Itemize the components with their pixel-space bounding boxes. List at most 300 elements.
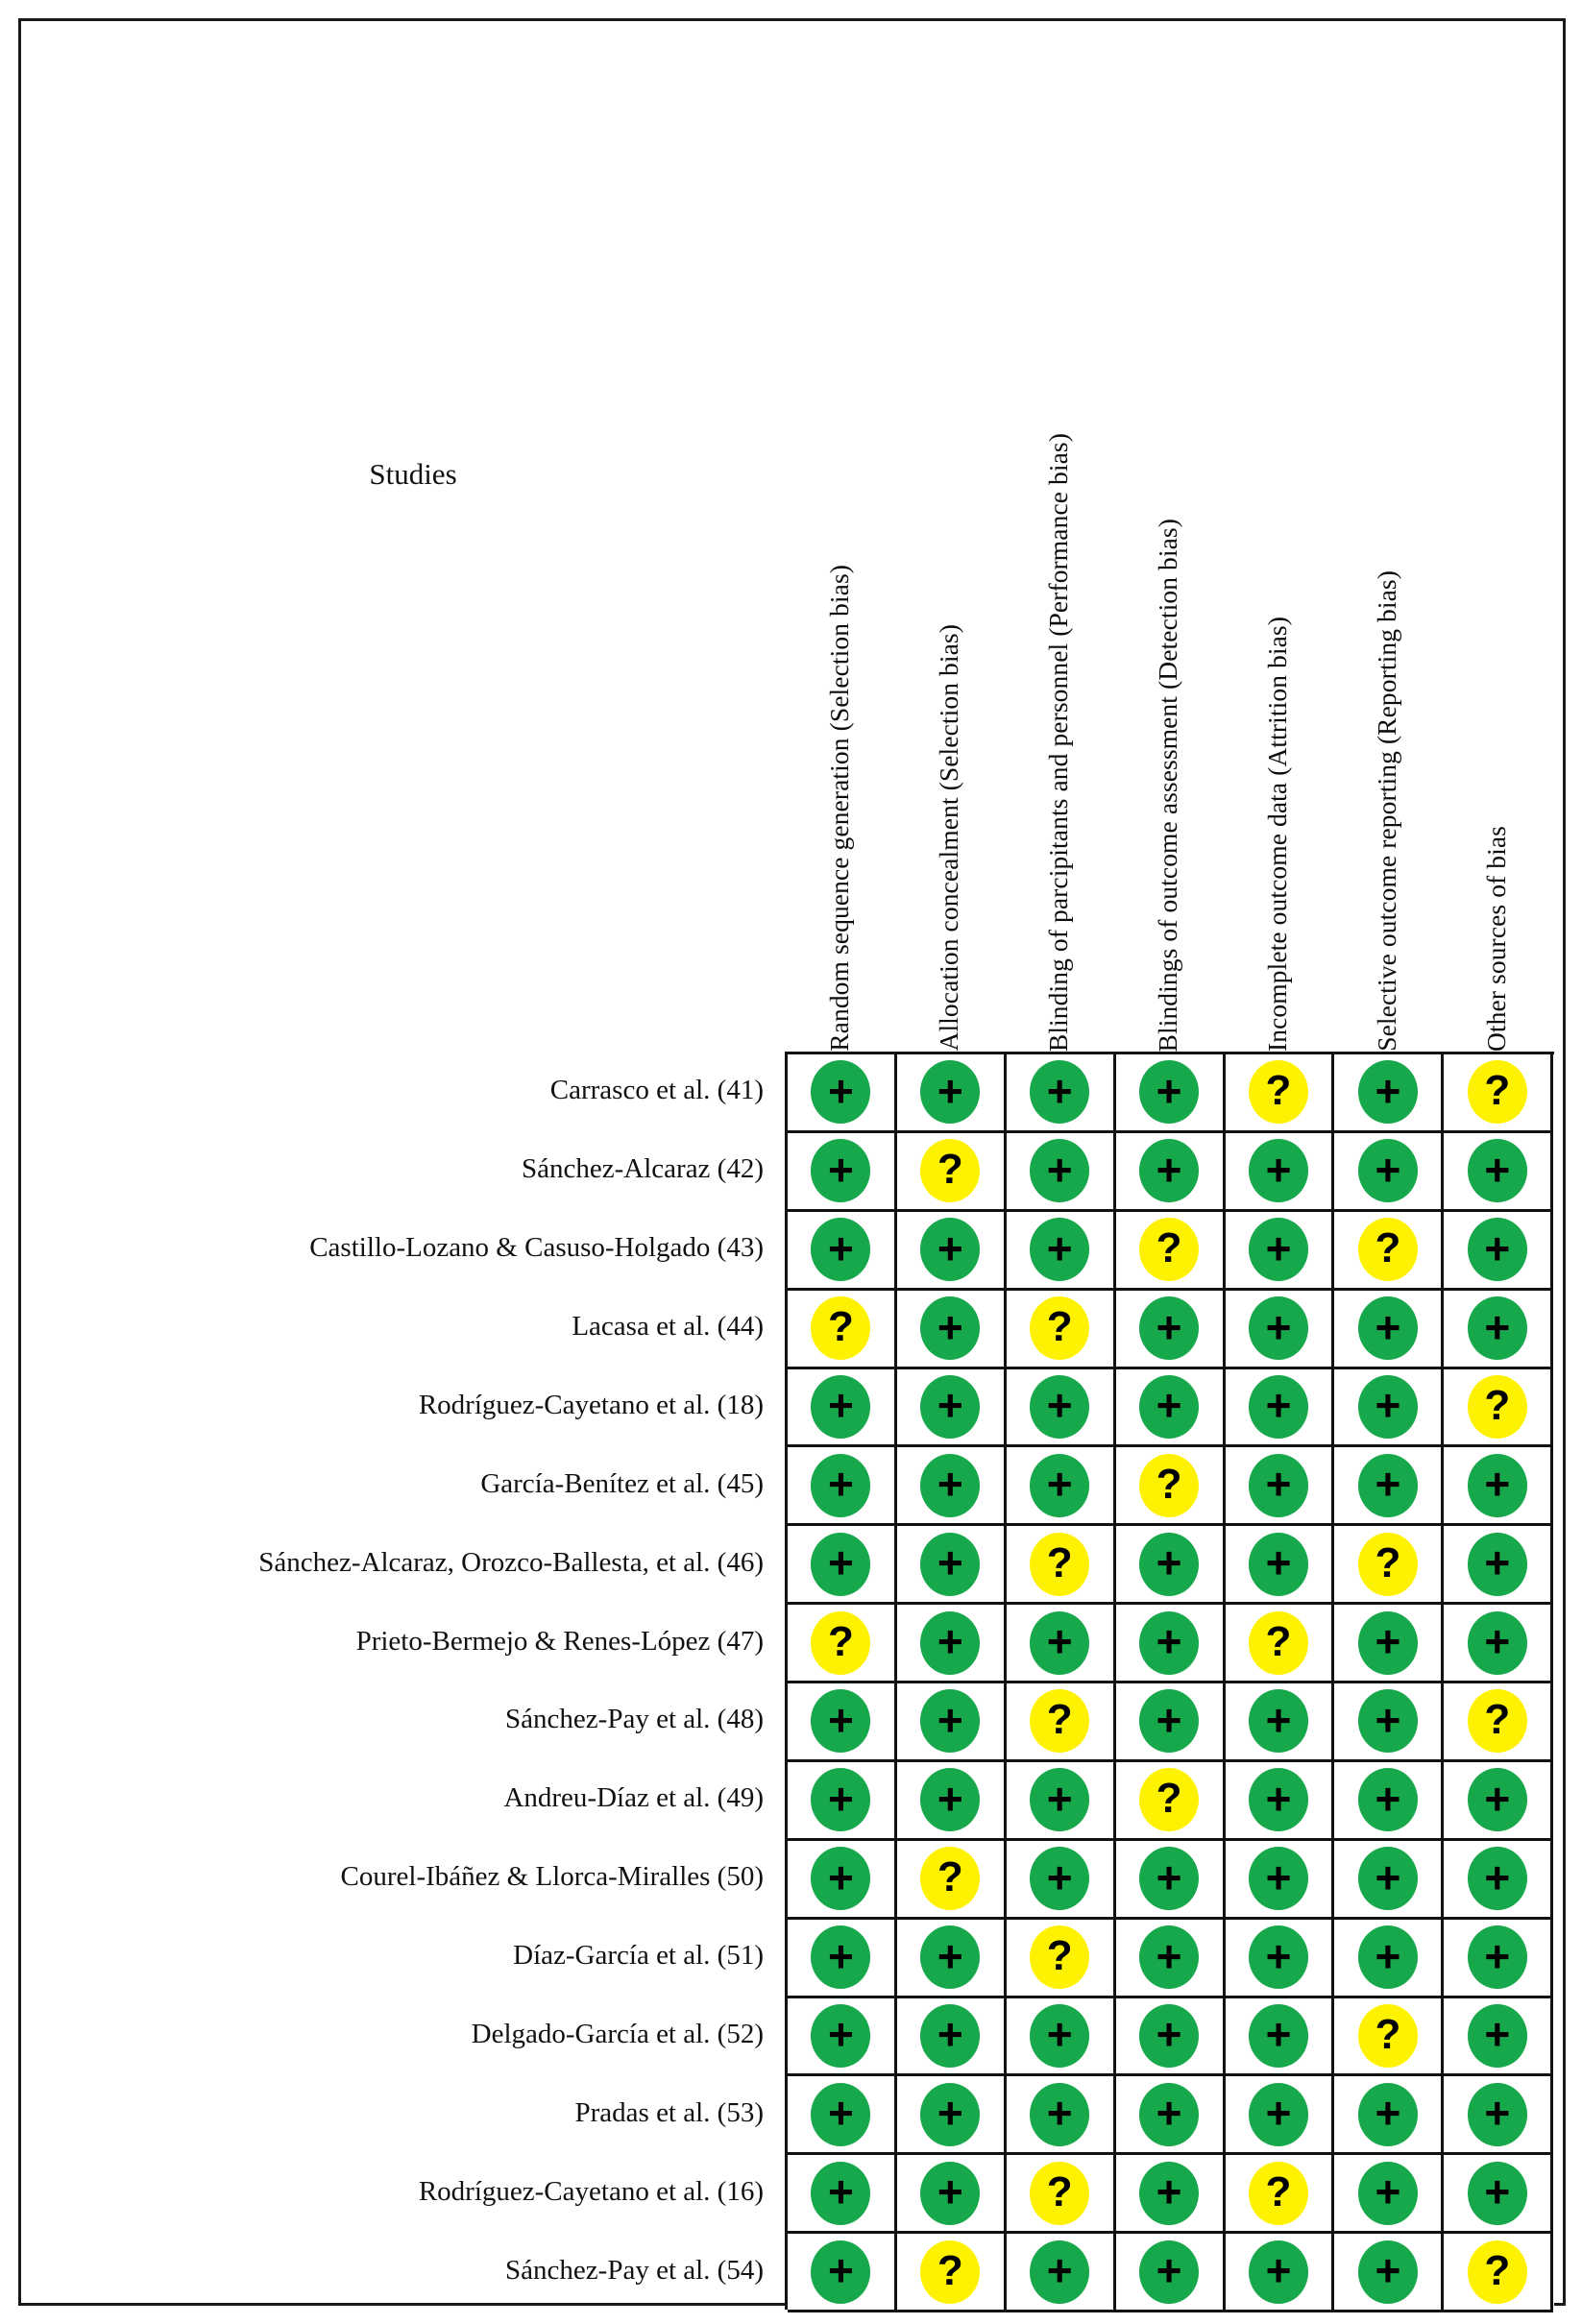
judgement-glyph: ?	[1046, 2167, 1073, 2215]
judgement-glyph: +	[828, 1694, 854, 1745]
judgement-cell	[1116, 1526, 1226, 1605]
judgement-glyph: +	[1484, 2088, 1511, 2139]
low-risk-icon	[1030, 1768, 1089, 1831]
judgement-grid	[785, 1052, 1554, 2310]
judgement-cell	[1334, 2155, 1444, 2234]
judgement-glyph: +	[1156, 1852, 1182, 1902]
judgement-glyph: +	[828, 2088, 854, 2139]
judgement-cell	[897, 1526, 1007, 1605]
column-header-5	[1223, 91, 1332, 1052]
low-risk-icon	[1139, 2162, 1199, 2225]
judgement-glyph: +	[1265, 2088, 1292, 2139]
judgement-cell	[1444, 1920, 1553, 1998]
studies-caption: Studies	[369, 457, 457, 491]
judgement-cell	[897, 1447, 1007, 1526]
judgement-cell	[1444, 1526, 1553, 1605]
low-risk-icon	[1468, 1139, 1527, 1202]
judgement-glyph: +	[1046, 1380, 1073, 1431]
judgement-cell	[1007, 2076, 1116, 2155]
judgement-glyph: ?	[1375, 2010, 1401, 2058]
judgement-cell	[788, 1291, 897, 1369]
low-risk-icon	[1249, 1847, 1308, 1910]
judgement-glyph: +	[1484, 1616, 1511, 1667]
low-risk-icon	[1468, 1296, 1527, 1360]
judgement-glyph: +	[1375, 1852, 1401, 1902]
table-row	[788, 1291, 1554, 1369]
judgement-cell	[1444, 1133, 1553, 1212]
low-risk-icon	[1030, 2004, 1089, 2068]
study-label: Prieto-Bermejo & Renes-López (47)	[355, 1625, 764, 1657]
judgement-glyph: +	[1156, 1694, 1182, 1745]
low-risk-icon	[1249, 1533, 1308, 1596]
judgement-glyph: +	[1375, 1694, 1401, 1745]
judgement-cell	[1116, 1841, 1226, 1920]
judgement-cell	[1226, 1369, 1335, 1448]
unclear-risk-icon	[1139, 1768, 1199, 1831]
judgement-glyph: +	[1375, 1065, 1401, 1116]
study-label: Rodríguez-Cayetano et al. (16)	[418, 2175, 764, 2207]
judgement-cell	[897, 1920, 1007, 1998]
judgement-cell	[1007, 1762, 1116, 1841]
low-risk-icon	[1139, 1060, 1199, 1124]
table-row	[788, 1212, 1554, 1291]
judgement-cell	[897, 2234, 1007, 2312]
judgement-cell	[1444, 1998, 1553, 2077]
judgement-cell	[1007, 1920, 1116, 1998]
low-risk-icon	[920, 1375, 980, 1439]
low-risk-icon	[920, 1296, 980, 1360]
column-header-4	[1113, 91, 1223, 1052]
judgement-glyph: +	[937, 1223, 963, 1273]
judgement-cell	[897, 2155, 1007, 2234]
judgement-cell	[1226, 1683, 1335, 1762]
low-risk-icon	[920, 1218, 980, 1281]
judgement-glyph: ?	[1265, 1617, 1292, 1665]
low-risk-icon	[1030, 1218, 1089, 1281]
table-row	[788, 1605, 1554, 1683]
low-risk-icon	[920, 2162, 980, 2225]
unclear-risk-icon	[1358, 1533, 1418, 1596]
judgement-glyph: +	[1046, 1616, 1073, 1667]
judgement-glyph: +	[937, 1773, 963, 1824]
low-risk-icon	[1358, 1454, 1418, 1517]
judgement-cell	[897, 1054, 1007, 1133]
judgement-cell	[1007, 1683, 1116, 1762]
low-risk-icon	[920, 1611, 980, 1675]
judgement-glyph: +	[828, 2009, 854, 2060]
judgement-cell	[897, 2076, 1007, 2155]
table-row	[788, 2234, 1554, 2312]
judgement-glyph: +	[828, 1223, 854, 1273]
low-risk-icon	[1468, 1218, 1527, 1281]
judgement-cell	[788, 1133, 897, 1212]
low-risk-icon	[1468, 1454, 1527, 1517]
judgement-cell	[897, 1369, 1007, 1448]
study-label-column	[29, 1052, 783, 2310]
judgement-glyph: +	[1156, 1616, 1182, 1667]
unclear-risk-icon	[811, 1611, 870, 1675]
judgement-cell	[1334, 1369, 1444, 1448]
low-risk-icon	[1358, 1139, 1418, 1202]
judgement-glyph: +	[1375, 1616, 1401, 1667]
judgement-cell	[1334, 2234, 1444, 2312]
low-risk-icon	[920, 1768, 980, 1831]
judgement-glyph: ?	[1046, 1303, 1073, 1351]
judgement-glyph: ?	[1046, 1538, 1073, 1586]
unclear-risk-icon	[1358, 1218, 1418, 1281]
low-risk-icon	[811, 2004, 870, 2068]
judgement-glyph: +	[1156, 1380, 1182, 1431]
judgement-glyph: +	[1484, 2167, 1511, 2217]
judgement-cell	[788, 1369, 897, 1448]
judgement-cell	[1444, 1841, 1553, 1920]
judgement-glyph: +	[1046, 2088, 1073, 2139]
low-risk-icon	[1139, 1139, 1199, 1202]
low-risk-icon	[1249, 1375, 1308, 1439]
judgement-cell	[788, 1920, 897, 1998]
judgement-cell	[1116, 1369, 1226, 1448]
low-risk-icon	[1139, 1296, 1199, 1360]
judgement-glyph: +	[1046, 2245, 1073, 2296]
table-row	[788, 1133, 1554, 1212]
unclear-risk-icon	[1358, 2004, 1418, 2068]
low-risk-icon	[1358, 1925, 1418, 1989]
study-label: Sánchez-Pay et al. (54)	[505, 2254, 764, 2286]
table-row	[788, 1369, 1554, 1448]
judgement-glyph: ?	[1156, 1460, 1182, 1508]
low-risk-icon	[811, 1847, 870, 1910]
low-risk-icon	[1139, 2240, 1199, 2304]
judgement-cell	[1116, 1605, 1226, 1683]
judgement-cell	[897, 1133, 1007, 1212]
unclear-risk-icon	[1468, 1375, 1527, 1439]
table-row	[788, 1841, 1554, 1920]
judgement-glyph: ?	[827, 1303, 854, 1351]
judgement-cell	[1007, 2155, 1116, 2234]
judgement-glyph: +	[1046, 2009, 1073, 2060]
low-risk-icon	[1468, 2083, 1527, 2146]
table-row	[788, 1920, 1554, 1998]
judgement-glyph: +	[1046, 1773, 1073, 1824]
judgement-cell	[1334, 1526, 1444, 1605]
column-header-label: Random sequence generation (Selection bias)	[824, 565, 855, 1052]
judgement-cell	[1116, 1447, 1226, 1526]
judgement-glyph: +	[1265, 1537, 1292, 1588]
judgement-cell	[788, 2076, 897, 2155]
judgement-cell	[1007, 1841, 1116, 1920]
column-header-1	[785, 91, 894, 1052]
low-risk-icon	[1358, 2162, 1418, 2225]
judgement-cell	[1226, 2155, 1335, 2234]
judgement-cell	[788, 1605, 897, 1683]
judgement-glyph: +	[1046, 1459, 1073, 1510]
low-risk-icon	[1249, 1925, 1308, 1989]
judgement-glyph: +	[1156, 2009, 1182, 2060]
judgement-glyph: +	[828, 1773, 854, 1824]
judgement-glyph: +	[937, 1694, 963, 1745]
judgement-glyph: ?	[1265, 1067, 1292, 1115]
judgement-cell	[1334, 1605, 1444, 1683]
judgement-cell	[1444, 1054, 1553, 1133]
judgement-glyph: +	[1375, 1380, 1401, 1431]
study-label: Carrasco et al. (41)	[549, 1075, 764, 1106]
judgement-cell	[1334, 1762, 1444, 1841]
judgement-cell	[1226, 1762, 1335, 1841]
low-risk-icon	[1468, 1611, 1527, 1675]
judgement-cell	[1444, 1762, 1553, 1841]
low-risk-icon	[1139, 1611, 1199, 1675]
judgement-cell	[788, 1054, 897, 1133]
low-risk-icon	[1249, 1139, 1308, 1202]
low-risk-icon	[1249, 2083, 1308, 2146]
low-risk-icon	[1139, 1375, 1199, 1439]
judgement-cell	[1334, 1054, 1444, 1133]
low-risk-icon	[1468, 1768, 1527, 1831]
low-risk-icon	[1139, 1847, 1199, 1910]
low-risk-icon	[1139, 2083, 1199, 2146]
low-risk-icon	[1468, 2004, 1527, 2068]
unclear-risk-icon	[1468, 2240, 1527, 2304]
low-risk-icon	[920, 1689, 980, 1753]
judgement-cell	[1116, 1762, 1226, 1841]
low-risk-icon	[811, 2240, 870, 2304]
column-header-6	[1332, 91, 1442, 1052]
low-risk-icon	[1249, 1454, 1308, 1517]
judgement-cell	[788, 1998, 897, 2077]
judgement-glyph: +	[1484, 2009, 1511, 2060]
column-header-group	[785, 58, 1554, 1052]
unclear-risk-icon	[1468, 1060, 1527, 1124]
judgement-glyph: +	[828, 1459, 854, 1510]
low-risk-icon	[811, 1454, 870, 1517]
judgement-glyph: ?	[1484, 1067, 1511, 1115]
judgement-cell	[1444, 1212, 1553, 1291]
judgement-glyph: +	[1265, 2009, 1292, 2060]
judgement-glyph: ?	[1375, 1538, 1401, 1586]
judgement-cell	[897, 1841, 1007, 1920]
judgement-cell	[1334, 1841, 1444, 1920]
judgement-cell	[1116, 1998, 1226, 2077]
low-risk-icon	[1358, 1296, 1418, 1360]
column-header-label: Blindings of outcome assessment (Detection bias)	[1152, 518, 1182, 1052]
low-risk-icon	[811, 1218, 870, 1281]
low-risk-icon	[811, 1375, 870, 1439]
table-row	[788, 1054, 1554, 1133]
unclear-risk-icon	[920, 2240, 980, 2304]
study-label: Pradas et al. (53)	[574, 2096, 764, 2128]
judgement-glyph: +	[1484, 1537, 1511, 1588]
judgement-glyph: +	[937, 1537, 963, 1588]
judgement-cell	[1444, 2155, 1553, 2234]
low-risk-icon	[1030, 1847, 1089, 1910]
study-label: García-Benítez et al. (45)	[480, 1467, 764, 1499]
judgement-cell	[897, 1291, 1007, 1369]
unclear-risk-icon	[920, 1847, 980, 1910]
judgement-glyph: +	[1375, 2245, 1401, 2296]
judgement-glyph: +	[1375, 1301, 1401, 1352]
study-label: Sánchez-Alcaraz (42)	[522, 1153, 764, 1185]
column-header-3	[1004, 91, 1113, 1052]
judgement-glyph: ?	[1156, 1775, 1182, 1823]
judgement-glyph: +	[937, 1301, 963, 1352]
judgement-glyph: ?	[1484, 1381, 1511, 1429]
low-risk-icon	[811, 1925, 870, 1989]
judgement-cell	[788, 2234, 897, 2312]
table-row	[788, 1998, 1554, 2077]
judgement-glyph: +	[937, 1380, 963, 1431]
judgement-glyph: +	[1156, 1537, 1182, 1588]
judgement-glyph: +	[1265, 1459, 1292, 1510]
judgement-cell	[1334, 1133, 1444, 1212]
judgement-glyph: +	[1046, 1144, 1073, 1195]
judgement-glyph: ?	[937, 1146, 963, 1194]
judgement-glyph: ?	[1046, 1696, 1073, 1744]
study-label: Sánchez-Pay et al. (48)	[505, 1704, 764, 1735]
low-risk-icon	[920, 1925, 980, 1989]
judgement-glyph: +	[828, 1537, 854, 1588]
unclear-risk-icon	[1249, 1060, 1308, 1124]
judgement-glyph: +	[1484, 1301, 1511, 1352]
low-risk-icon	[1358, 1060, 1418, 1124]
judgement-glyph: +	[1265, 1930, 1292, 1981]
unclear-risk-icon	[920, 1139, 980, 1202]
judgement-cell	[1007, 1133, 1116, 1212]
judgement-glyph: +	[1484, 1852, 1511, 1902]
low-risk-icon	[1030, 1611, 1089, 1675]
column-header-label: Blinding of parcipitants and personnel (Performance bias)	[1043, 432, 1074, 1052]
study-label: Díaz-García et al. (51)	[513, 1940, 764, 1972]
study-label: Andreu-Díaz et al. (49)	[503, 1782, 764, 1814]
low-risk-icon	[1358, 1768, 1418, 1831]
study-label: Lacasa et al. (44)	[572, 1311, 764, 1343]
judgement-cell	[1334, 1998, 1444, 2077]
low-risk-icon	[920, 2083, 980, 2146]
low-risk-icon	[811, 1689, 870, 1753]
judgement-cell	[1444, 1605, 1553, 1683]
judgement-glyph: +	[937, 1616, 963, 1667]
judgement-cell	[1007, 2234, 1116, 2312]
unclear-risk-icon	[1030, 1925, 1089, 1989]
judgement-cell	[1116, 1683, 1226, 1762]
judgement-cell	[788, 1212, 897, 1291]
judgement-cell	[788, 1841, 897, 1920]
judgement-cell	[1116, 1920, 1226, 1998]
low-risk-icon	[811, 2083, 870, 2146]
table-row	[788, 1526, 1554, 1605]
low-risk-icon	[1249, 1768, 1308, 1831]
judgement-cell	[1007, 1605, 1116, 1683]
judgement-glyph: +	[1375, 2167, 1401, 2217]
judgement-cell	[788, 1447, 897, 1526]
judgement-cell	[1116, 1291, 1226, 1369]
low-risk-icon	[1468, 1925, 1527, 1989]
unclear-risk-icon	[1030, 1533, 1089, 1596]
judgement-cell	[1444, 1683, 1553, 1762]
judgement-glyph: +	[937, 2088, 963, 2139]
judgement-glyph: +	[828, 2167, 854, 2217]
judgement-cell	[897, 1998, 1007, 2077]
low-risk-icon	[811, 1139, 870, 1202]
judgement-glyph: ?	[937, 1853, 963, 1901]
judgement-glyph: +	[937, 1065, 963, 1116]
judgement-cell	[788, 1526, 897, 1605]
column-header-7	[1441, 91, 1550, 1052]
judgement-cell	[1444, 1369, 1553, 1448]
judgement-glyph: +	[1265, 1380, 1292, 1431]
judgement-glyph: +	[1156, 1144, 1182, 1195]
column-header-label: Other sources of bias	[1480, 825, 1511, 1052]
judgement-cell	[1007, 1369, 1116, 1448]
column-header-label: Allocation concealment (Selection bias)	[934, 624, 964, 1052]
table-row	[788, 2155, 1554, 2234]
unclear-risk-icon	[1030, 1689, 1089, 1753]
judgement-glyph: +	[1156, 1930, 1182, 1981]
low-risk-icon	[1139, 2004, 1199, 2068]
judgement-cell	[1226, 1212, 1335, 1291]
unclear-risk-icon	[1139, 1454, 1199, 1517]
low-risk-icon	[920, 1533, 980, 1596]
low-risk-icon	[1358, 1847, 1418, 1910]
unclear-risk-icon	[1030, 2162, 1089, 2225]
unclear-risk-icon	[811, 1296, 870, 1360]
judgement-glyph: +	[1156, 1065, 1182, 1116]
judgement-cell	[788, 1762, 897, 1841]
low-risk-icon	[1468, 1847, 1527, 1910]
unclear-risk-icon	[1468, 1689, 1527, 1753]
judgement-cell	[1334, 1683, 1444, 1762]
judgement-glyph: +	[937, 1459, 963, 1510]
low-risk-icon	[1249, 1218, 1308, 1281]
low-risk-icon	[1249, 1689, 1308, 1753]
table-row	[788, 2076, 1554, 2155]
judgement-cell	[1116, 1054, 1226, 1133]
judgement-cell	[1334, 1212, 1444, 1291]
unclear-risk-icon	[1139, 1218, 1199, 1281]
low-risk-icon	[1358, 2083, 1418, 2146]
judgement-glyph: +	[828, 1380, 854, 1431]
low-risk-icon	[1468, 2162, 1527, 2225]
judgement-cell	[1007, 1447, 1116, 1526]
low-risk-icon	[1358, 2240, 1418, 2304]
judgement-glyph: +	[937, 2167, 963, 2217]
judgement-glyph: +	[828, 2245, 854, 2296]
judgement-cell	[1444, 1447, 1553, 1526]
low-risk-icon	[1358, 1611, 1418, 1675]
low-risk-icon	[920, 2004, 980, 2068]
judgement-glyph: +	[937, 2009, 963, 2060]
low-risk-icon	[920, 1454, 980, 1517]
judgement-glyph: +	[1375, 1773, 1401, 1824]
low-risk-icon	[1249, 1296, 1308, 1360]
judgement-glyph: +	[828, 1930, 854, 1981]
judgement-cell	[1334, 1291, 1444, 1369]
judgement-cell	[1226, 1291, 1335, 1369]
low-risk-icon	[920, 1060, 980, 1124]
judgement-glyph: ?	[1375, 1224, 1401, 1272]
judgement-glyph: +	[1484, 1144, 1511, 1195]
study-label: Sánchez-Alcaraz, Orozco-Ballesta, et al. (46)	[258, 1546, 764, 1578]
judgement-cell	[1334, 1447, 1444, 1526]
low-risk-icon	[811, 1060, 870, 1124]
judgement-cell	[1226, 1447, 1335, 1526]
judgement-cell	[1226, 1133, 1335, 1212]
judgement-glyph: +	[1046, 1065, 1073, 1116]
judgement-cell	[1116, 2076, 1226, 2155]
judgement-glyph: +	[1265, 1773, 1292, 1824]
judgement-glyph: ?	[1156, 1224, 1182, 1272]
study-label: Rodríguez-Cayetano et al. (18)	[418, 1389, 764, 1420]
judgement-glyph: +	[937, 1930, 963, 1981]
